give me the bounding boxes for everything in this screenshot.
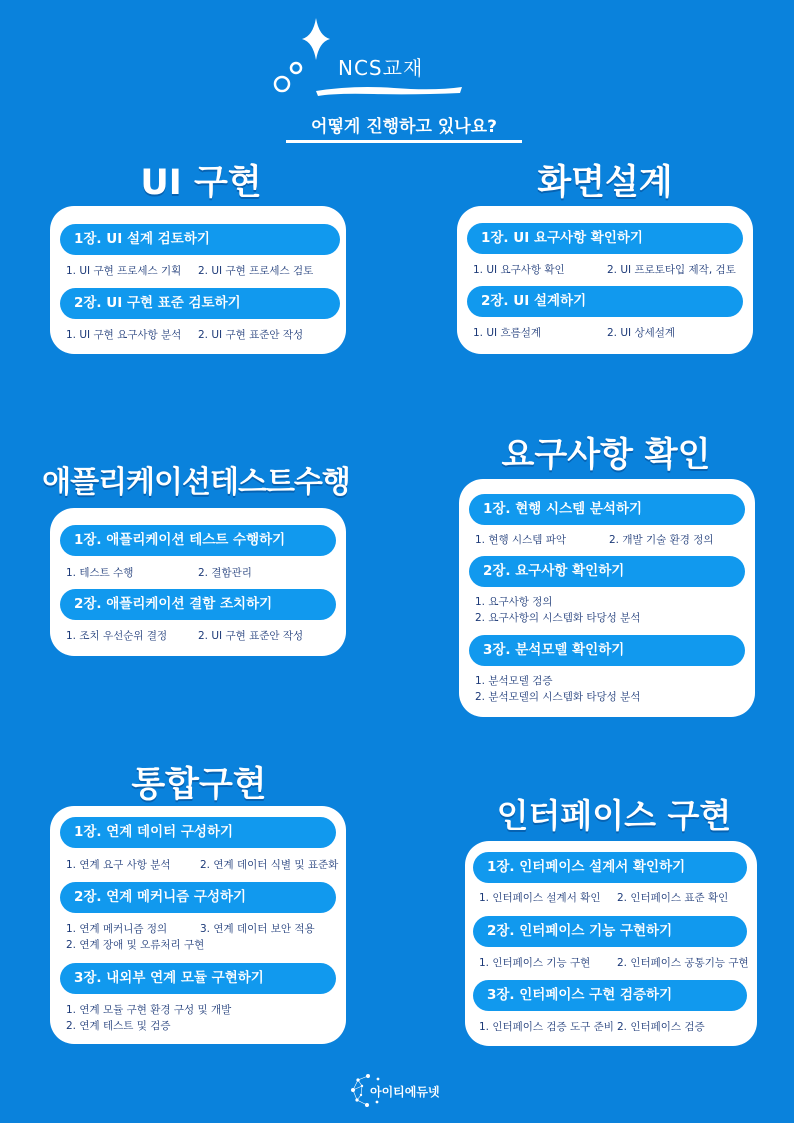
chapter-item: 2. 개발 기술 환경 정의 [609,534,714,546]
chapter-pill-iface-2[interactable]: 2장. 인터페이스 기능 구현하기 [473,916,747,947]
card-screen [457,206,753,354]
chapter-item: 1. UI 구현 요구사항 분석 [66,329,182,341]
chapter-item: 1. 인터페이스 검증 도구 준비 [479,1021,614,1033]
section-title-req: 요구사항 확인 [501,435,711,475]
chapter-item: 2. 연계 데이터 식별 및 표준화 [200,859,339,871]
chapter-item: 1. 연계 메커니즘 정의 [66,923,168,935]
chapter-item: 2. UI 구현 프로세스 검토 [198,265,314,277]
chapter-item: 2. 인터페이스 공통기능 구현 [617,957,749,969]
chapter-item: 2. 요구사항의 시스템화 타당성 분석 [475,612,641,624]
chapter-item: 2. UI 상세설계 [607,327,676,339]
chapter-pill-integ-2[interactable]: 2장. 연계 메커니즘 구성하기 [60,882,336,913]
card-apptest [50,508,346,656]
chapter-pill-req-1[interactable]: 1장. 현행 시스템 분석하기 [469,494,745,525]
footer-logo [348,1070,448,1110]
chapter-item: 1. UI 구현 프로세스 기획 [66,265,182,277]
chapter-item: 1. 연계 모듈 구현 환경 구성 및 개발 [66,1004,232,1016]
chapter-pill-integ-1[interactable]: 1장. 연계 데이터 구성하기 [60,817,336,848]
card-integ [50,806,346,1044]
chapter-pill-iface-3[interactable]: 3장. 인터페이스 구현 검증하기 [473,980,747,1011]
chapter-item: 2. 연계 장애 및 오류처리 구현 [66,939,205,951]
chapter-pill-screen-1[interactable]: 1장. UI 요구사항 확인하기 [467,223,743,254]
chapter-item: 1. 인터페이스 설계서 확인 [479,892,601,904]
brush-stroke-decoration [314,82,464,98]
chapter-item: 1. 테스트 수행 [66,567,134,579]
chapter-item: 3. 연계 데이터 보안 적용 [200,923,315,935]
chapter-item: 1. 현행 시스템 파악 [475,534,567,546]
chapter-item: 2. 연계 테스트 및 검증 [66,1020,171,1032]
chapter-item: 2. UI 구현 표준안 작성 [198,630,304,642]
chapter-pill-iface-1[interactable]: 1장. 인터페이스 설계서 확인하기 [473,852,747,883]
chapter-item: 1. 연계 요구 사항 분석 [66,859,171,871]
header-title: NCS교재 [338,56,424,80]
header-subtitle: 어떻게 진행하고 있나요? [286,112,522,143]
chapter-item: 2. UI 프로토타입 제작, 검토 [607,264,736,276]
section-title-integ: 통합구현 [131,765,267,805]
card-req [459,479,755,717]
logo-text: 아이티에듀넷 [370,1085,440,1099]
chapter-pill-req-2[interactable]: 2장. 요구사항 확인하기 [469,556,745,587]
chapter-pill-apptest-1[interactable]: 1장. 애플리케이션 테스트 수행하기 [60,525,336,556]
chapter-item: 1. 조치 우선순위 결정 [66,630,168,642]
chapter-pill-ui-2[interactable]: 2장. UI 구현 표준 검토하기 [60,288,340,319]
section-title-iface: 인터페이스 구현 [496,796,732,835]
chapter-item: 2. 인터페이스 검증 [617,1021,705,1033]
section-title-apptest: 애플리케이션테스트수행 [42,465,350,500]
chapter-item: 2. 인터페이스 표준 확인 [617,892,729,904]
chapter-item: 2. UI 구현 표준안 작성 [198,329,304,341]
chapter-item: 1. UI 요구사항 확인 [473,264,565,276]
chapter-pill-apptest-2[interactable]: 2장. 애플리케이션 결함 조치하기 [60,589,336,620]
chapter-pill-integ-3[interactable]: 3장. 내외부 연계 모듈 구현하기 [60,963,336,994]
chapter-item: 1. 분석모델 검증 [475,675,553,687]
chapter-pill-screen-2[interactable]: 2장. UI 설계하기 [467,286,743,317]
chapter-pill-ui-1[interactable]: 1장. UI 설계 검토하기 [60,224,340,255]
card-ui [50,206,346,354]
chapter-pill-req-3[interactable]: 3장. 분석모델 확인하기 [469,635,745,666]
chapter-item: 2. 분석모델의 시스템화 타당성 분석 [475,691,641,703]
card-iface [465,841,757,1046]
section-title-ui: UI 구현 [140,163,262,203]
section-title-screen: 화면설계 [537,163,673,203]
chapter-item: 2. 결함관리 [198,567,252,579]
chapter-item: 1. 요구사항 정의 [475,596,553,608]
chapter-item: 1. UI 흐름설계 [473,327,542,339]
chapter-item: 1. 인터페이스 기능 구현 [479,957,591,969]
